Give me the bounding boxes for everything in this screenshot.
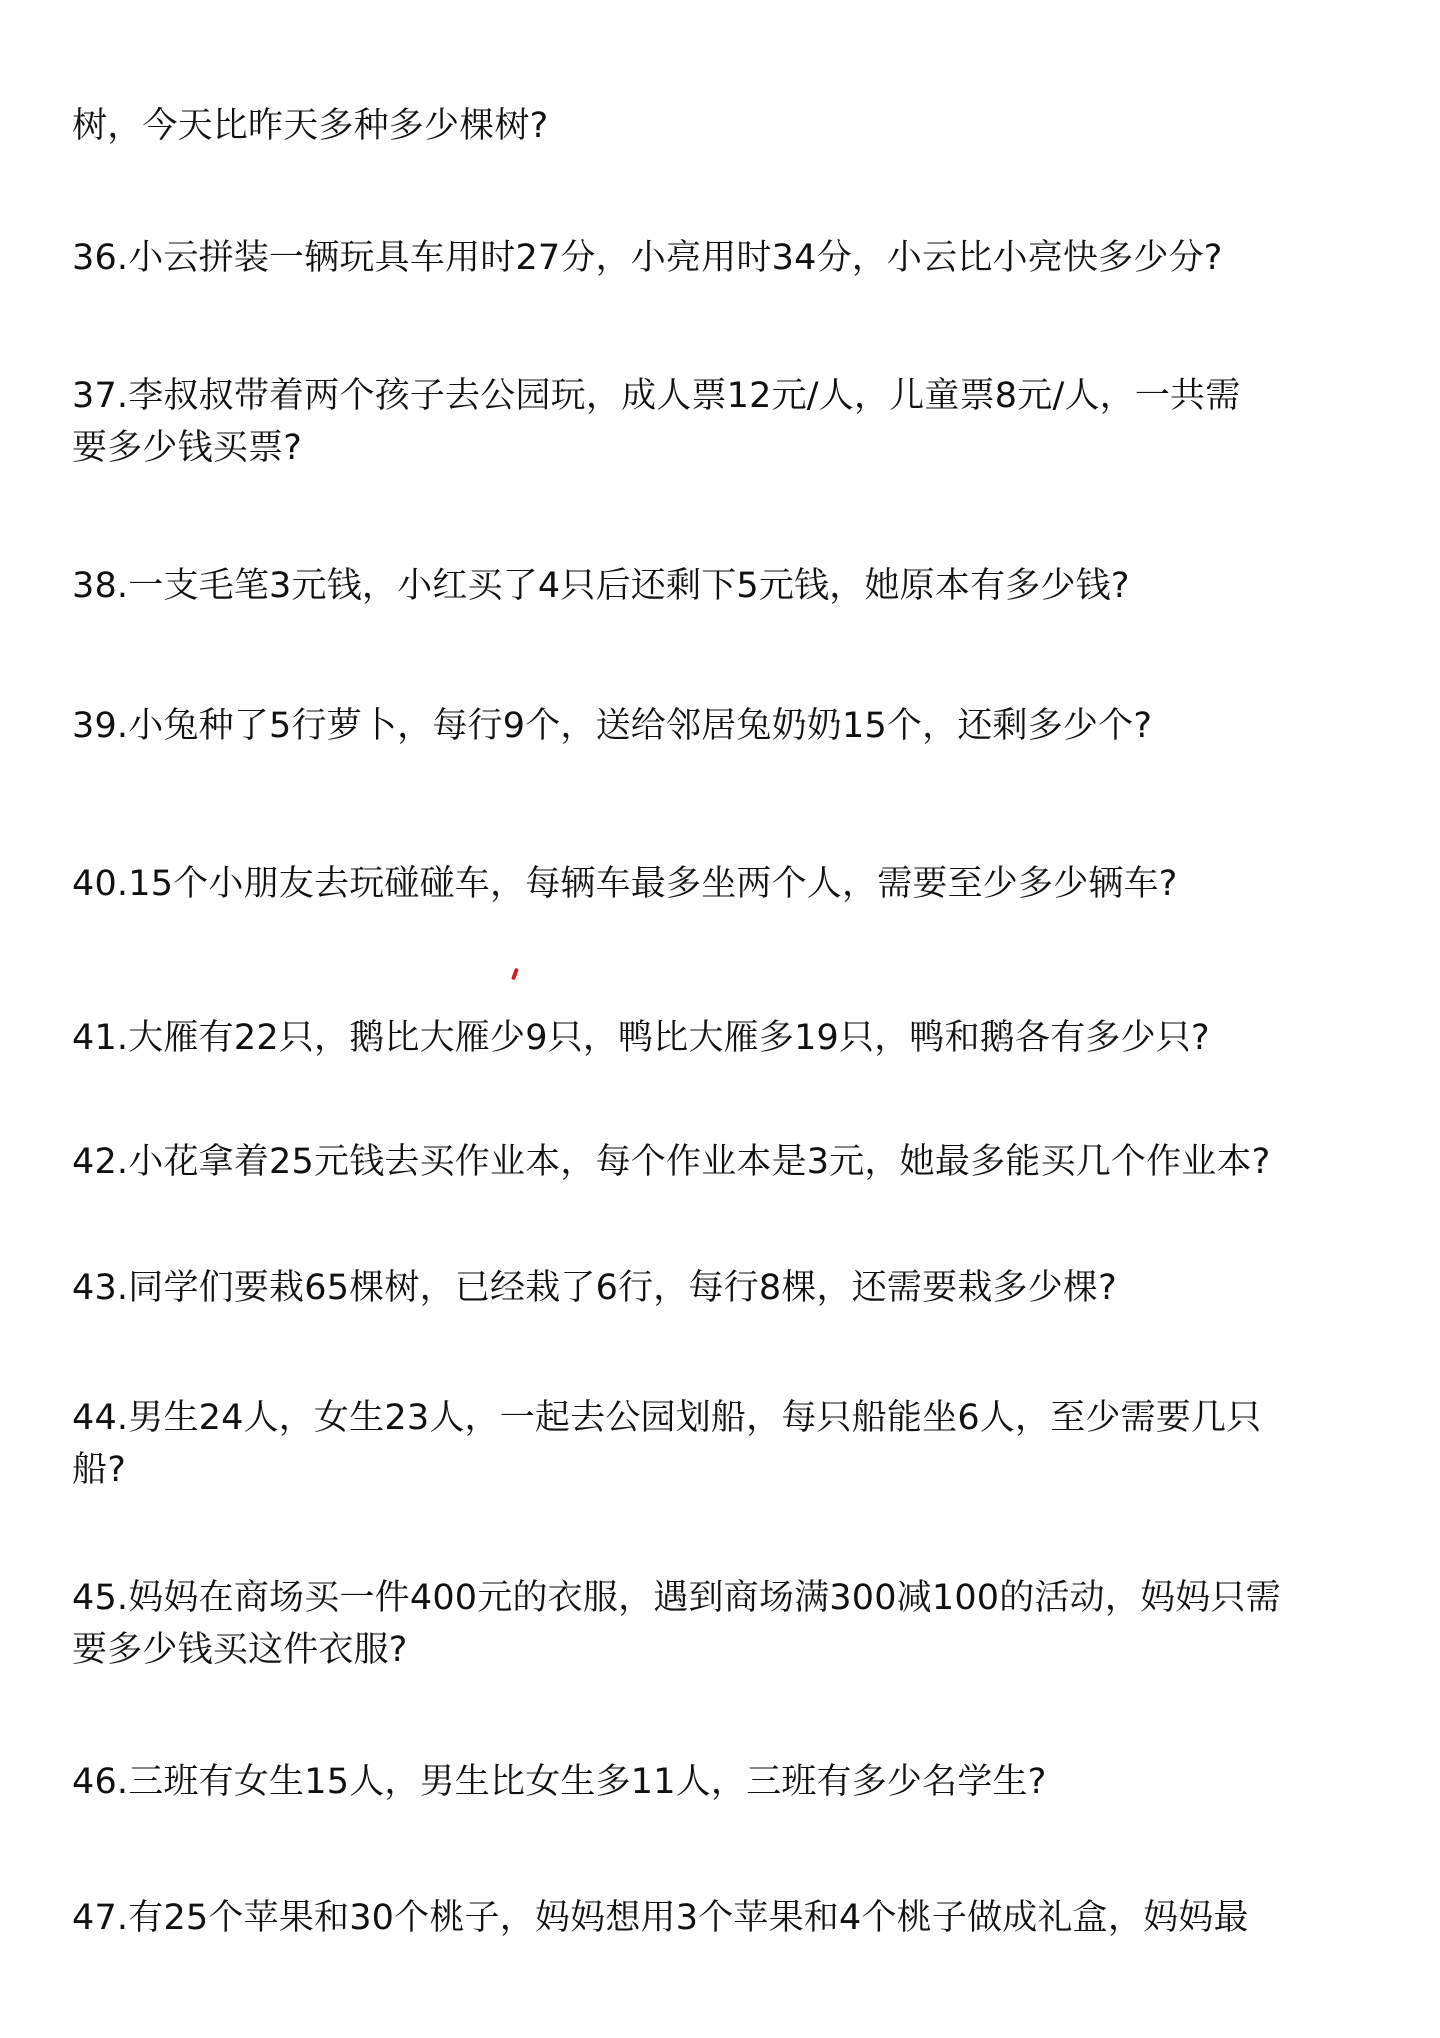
problem-45-line-2: 要多少钱买这件衣服? bbox=[72, 1630, 408, 1670]
problem-37-line-2: 要多少钱买票? bbox=[72, 428, 302, 468]
problem-38: 38.一支毛笔3元钱，小红买了4只后还剩下5元钱，她原本有多少钱? bbox=[72, 566, 1130, 606]
problem-42: 42.小花拿着25元钱去买作业本，每个作业本是3元，她最多能买几个作业本? bbox=[72, 1142, 1271, 1182]
problem-44-line-2: 船? bbox=[72, 1450, 126, 1490]
problem-40: 40.15个小朋友去玩碰碰车，每辆车最多坐两个人，需要至少多少辆车? bbox=[72, 864, 1178, 904]
problem-36: 36.小云拼装一辆玩具车用时27分，小亮用时34分，小云比小亮快多少分? bbox=[72, 238, 1223, 278]
problem-44-line-1: 44.男生24人，女生23人，一起去公园划船，每只船能坐6人，至少需要几只 bbox=[72, 1398, 1262, 1438]
problem-39: 39.小兔种了5行萝卜，每行9个，送给邻居兔奶奶15个，还剩多少个? bbox=[72, 706, 1153, 746]
problem-46: 46.三班有女生15人，男生比女生多11人，三班有多少名学生? bbox=[72, 1762, 1047, 1802]
problem-43: 43.同学们要栽65棵树，已经栽了6行，每行8棵，还需要栽多少棵? bbox=[72, 1268, 1117, 1308]
problem-45-line-1: 45.妈妈在商场买一件400元的衣服，遇到商场满300减100的活动，妈妈只需 bbox=[72, 1578, 1281, 1618]
problem-47-line-1: 47.有25个苹果和30个桃子，妈妈想用3个苹果和4个桃子做成礼盒，妈妈最 bbox=[72, 1898, 1249, 1938]
red-pen-mark bbox=[511, 968, 519, 981]
problem-35-line-2: 树，今天比昨天多种多少棵树? bbox=[72, 106, 549, 146]
problem-37-line-1: 37.李叔叔带着两个孩子去公园玩，成人票12元/人，儿童票8元/人，一共需 bbox=[72, 376, 1241, 416]
problem-41: 41.大雁有22只，鹅比大雁少9只，鸭比大雁多19只，鸭和鹅各有多少只? bbox=[72, 1018, 1210, 1058]
